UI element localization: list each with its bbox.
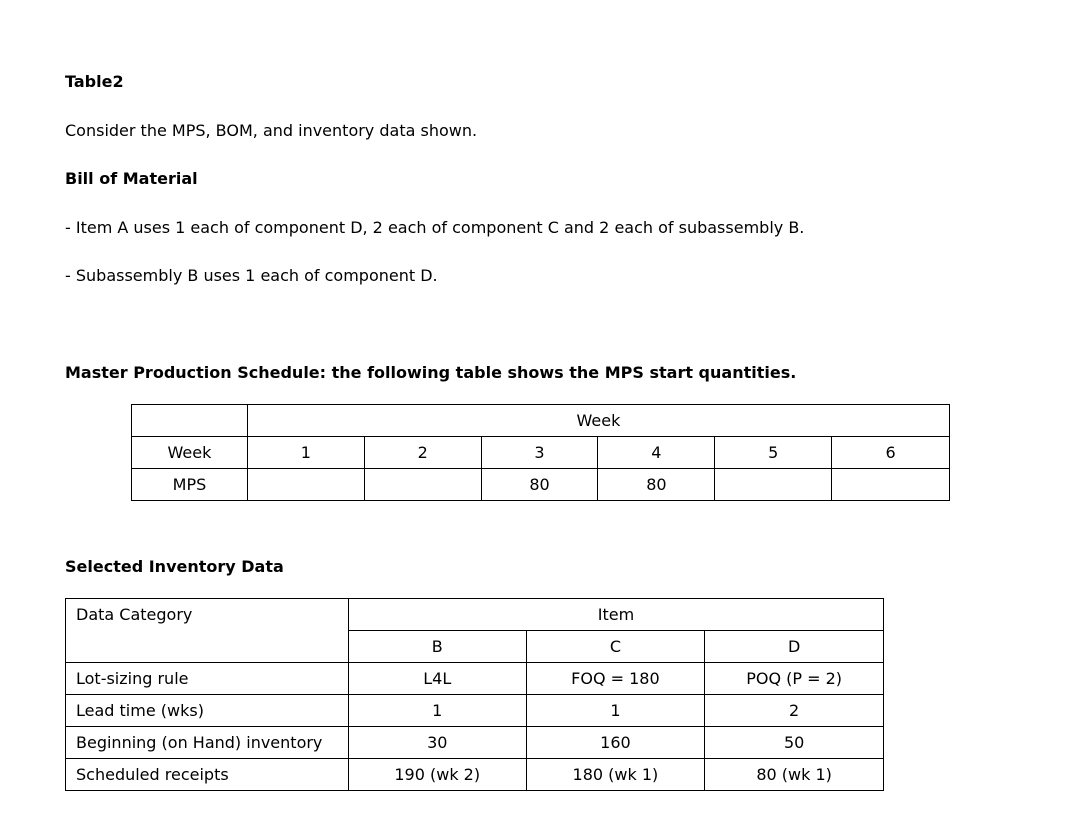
table-row: [66, 663, 884, 695]
row-label-lead-time: Lead time (wks): [66, 695, 349, 727]
table-row: [66, 695, 884, 727]
cell-beginning-inventory-c: 160: [526, 727, 705, 759]
page-heading: Table2: [65, 72, 124, 91]
mps-corner-cell: [132, 405, 248, 437]
mps-week-2: 2: [364, 437, 481, 469]
cell-scheduled-receipts-d: 80 (wk 1): [705, 759, 884, 791]
mps-week-3: 3: [481, 437, 598, 469]
mps-week-1: 1: [247, 437, 364, 469]
cell-beginning-inventory-b: 30: [348, 727, 526, 759]
mps-value-2: [364, 469, 481, 501]
cell-lead-time-b: 1: [348, 695, 526, 727]
row-label-scheduled-receipts: Scheduled receipts: [66, 759, 349, 791]
mps-week-row: [132, 437, 950, 469]
mps-value-6: [832, 469, 950, 501]
mps-row-label-week: Week: [132, 437, 248, 469]
cell-lead-time-c: 1: [526, 695, 705, 727]
inventory-category-header: Data Category: [66, 599, 349, 663]
inventory-header-row: [66, 599, 884, 631]
inventory-item-d: D: [705, 631, 884, 663]
inventory-title: Selected Inventory Data: [65, 557, 284, 576]
mps-week-6: 6: [832, 437, 950, 469]
cell-beginning-inventory-d: 50: [705, 727, 884, 759]
bom-title: Bill of Material: [65, 169, 198, 188]
mps-title: Master Production Schedule: the following table shows the MPS start quantities.: [65, 363, 797, 382]
mps-value-3: 80: [481, 469, 598, 501]
bom-line-1: - Item A uses 1 each of component D, 2 each of component C and 2 each of subassembly B.: [65, 218, 805, 237]
row-label-beginning-inventory: Beginning (on Hand) inventory: [66, 727, 349, 759]
row-label-lot-sizing: Lot-sizing rule: [66, 663, 349, 695]
mps-values-row: [132, 469, 950, 501]
mps-table: [131, 404, 950, 501]
table-row: [66, 727, 884, 759]
inventory-item-c: C: [526, 631, 705, 663]
mps-value-1: [247, 469, 364, 501]
inventory-table: [65, 598, 884, 791]
mps-week-group-header: Week: [247, 405, 949, 437]
cell-lead-time-d: 2: [705, 695, 884, 727]
mps-value-4: 80: [598, 469, 715, 501]
cell-scheduled-receipts-b: 190 (wk 2): [348, 759, 526, 791]
cell-lot-sizing-d: POQ (P = 2): [705, 663, 884, 695]
mps-value-5: [715, 469, 832, 501]
cell-scheduled-receipts-c: 180 (wk 1): [526, 759, 705, 791]
mps-row-label-mps: MPS: [132, 469, 248, 501]
mps-week-5: 5: [715, 437, 832, 469]
cell-lot-sizing-b: L4L: [348, 663, 526, 695]
intro-text: Consider the MPS, BOM, and inventory data shown.: [65, 121, 478, 140]
mps-header-row: [132, 405, 950, 437]
inventory-item-b: B: [348, 631, 526, 663]
table-row: [66, 759, 884, 791]
inventory-item-header: Item: [348, 599, 883, 631]
bom-line-2: - Subassembly B uses 1 each of component D.: [65, 266, 438, 285]
mps-week-4: 4: [598, 437, 715, 469]
cell-lot-sizing-c: FOQ = 180: [526, 663, 705, 695]
